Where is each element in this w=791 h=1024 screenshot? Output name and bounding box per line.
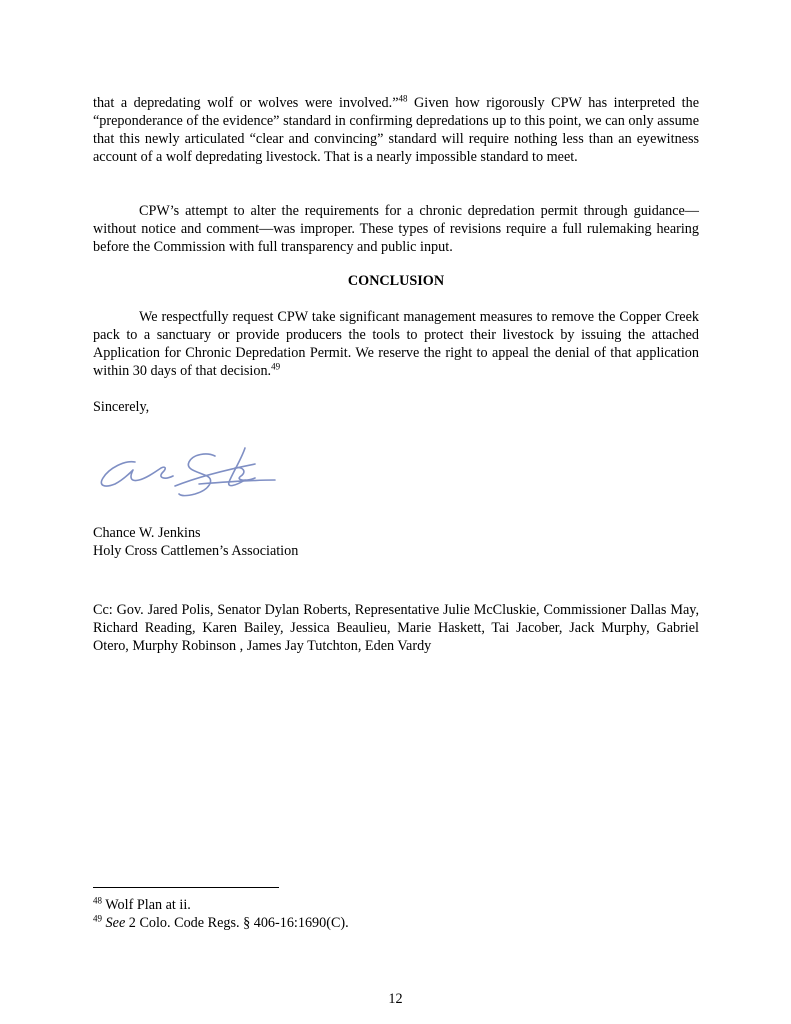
paragraph-1-text-a: that a depredating wolf or wolves were involved.” <box>93 95 399 111</box>
cc-list: Cc: Gov. Jared Polis, Senator Dylan Roberts, Representative Julie McCluskie, Commissioner Dallas May, Richard Reading, Karen Bailey, Jessica Beaulieu, Marie Haskett, Tai Jacober, Jack Murphy, Gabriel Otero, Murphy Robinson , James Jay Tutchton, Eden Vardy <box>93 602 699 654</box>
footnote-48 <box>93 896 191 914</box>
footnote-49-text: 2 Colo. Code Regs. § 406-16:1690(C). <box>125 915 349 931</box>
footnote-ref-49[interactable]: 49 <box>271 361 281 372</box>
footnote-48-text: Wolf Plan at ii. <box>105 897 191 913</box>
handwritten-signature <box>95 438 285 510</box>
footnote-49 <box>93 914 349 932</box>
body-paragraph-2: CPW’s attempt to alter the requirements for a chronic depredation permit through guidance—without notice and comment—was improper. These types of revisions require a full rulemaking hearing before the Commission with full transparency and public input. <box>93 203 699 255</box>
footnote-ref-48[interactable]: 48 <box>398 93 408 104</box>
footnote-divider <box>93 887 279 888</box>
footnote-49-see: See <box>105 915 126 931</box>
body-paragraph-3 <box>93 308 699 380</box>
body-paragraph-1 <box>93 94 699 166</box>
signatory-name: Chance W. Jenkins <box>93 525 201 541</box>
signatory-organization: Holy Cross Cattlemen’s Association <box>93 543 299 559</box>
paragraph-3-text: We respectfully request CPW take significant management measures to remove the Copper Creek pack to a sanctuary or provide producers the tools to protect their livestock by issuing the attached Application for Chronic Depredation Permit. We reserve the right to appeal the denial of that application within 30 days of that decision. <box>93 309 699 379</box>
section-heading-conclusion: CONCLUSION <box>347 273 445 289</box>
closing-salutation: Sincerely, <box>93 399 150 415</box>
footnote-48-number: 48 <box>93 895 102 906</box>
paragraph-1-text-b: Given how rigorously CPW has interpreted the “preponderance of the evidence” standard in confirming depredations up to this point, we can only assume that this newly articulated “clear and convincing” standard will require nothing less than an eyewitness account of a wolf depredating livestock. That is a nearly impossible standard to meet. <box>93 95 699 165</box>
page-number: 12 <box>388 991 403 1007</box>
footnote-49-number: 49 <box>93 913 102 924</box>
